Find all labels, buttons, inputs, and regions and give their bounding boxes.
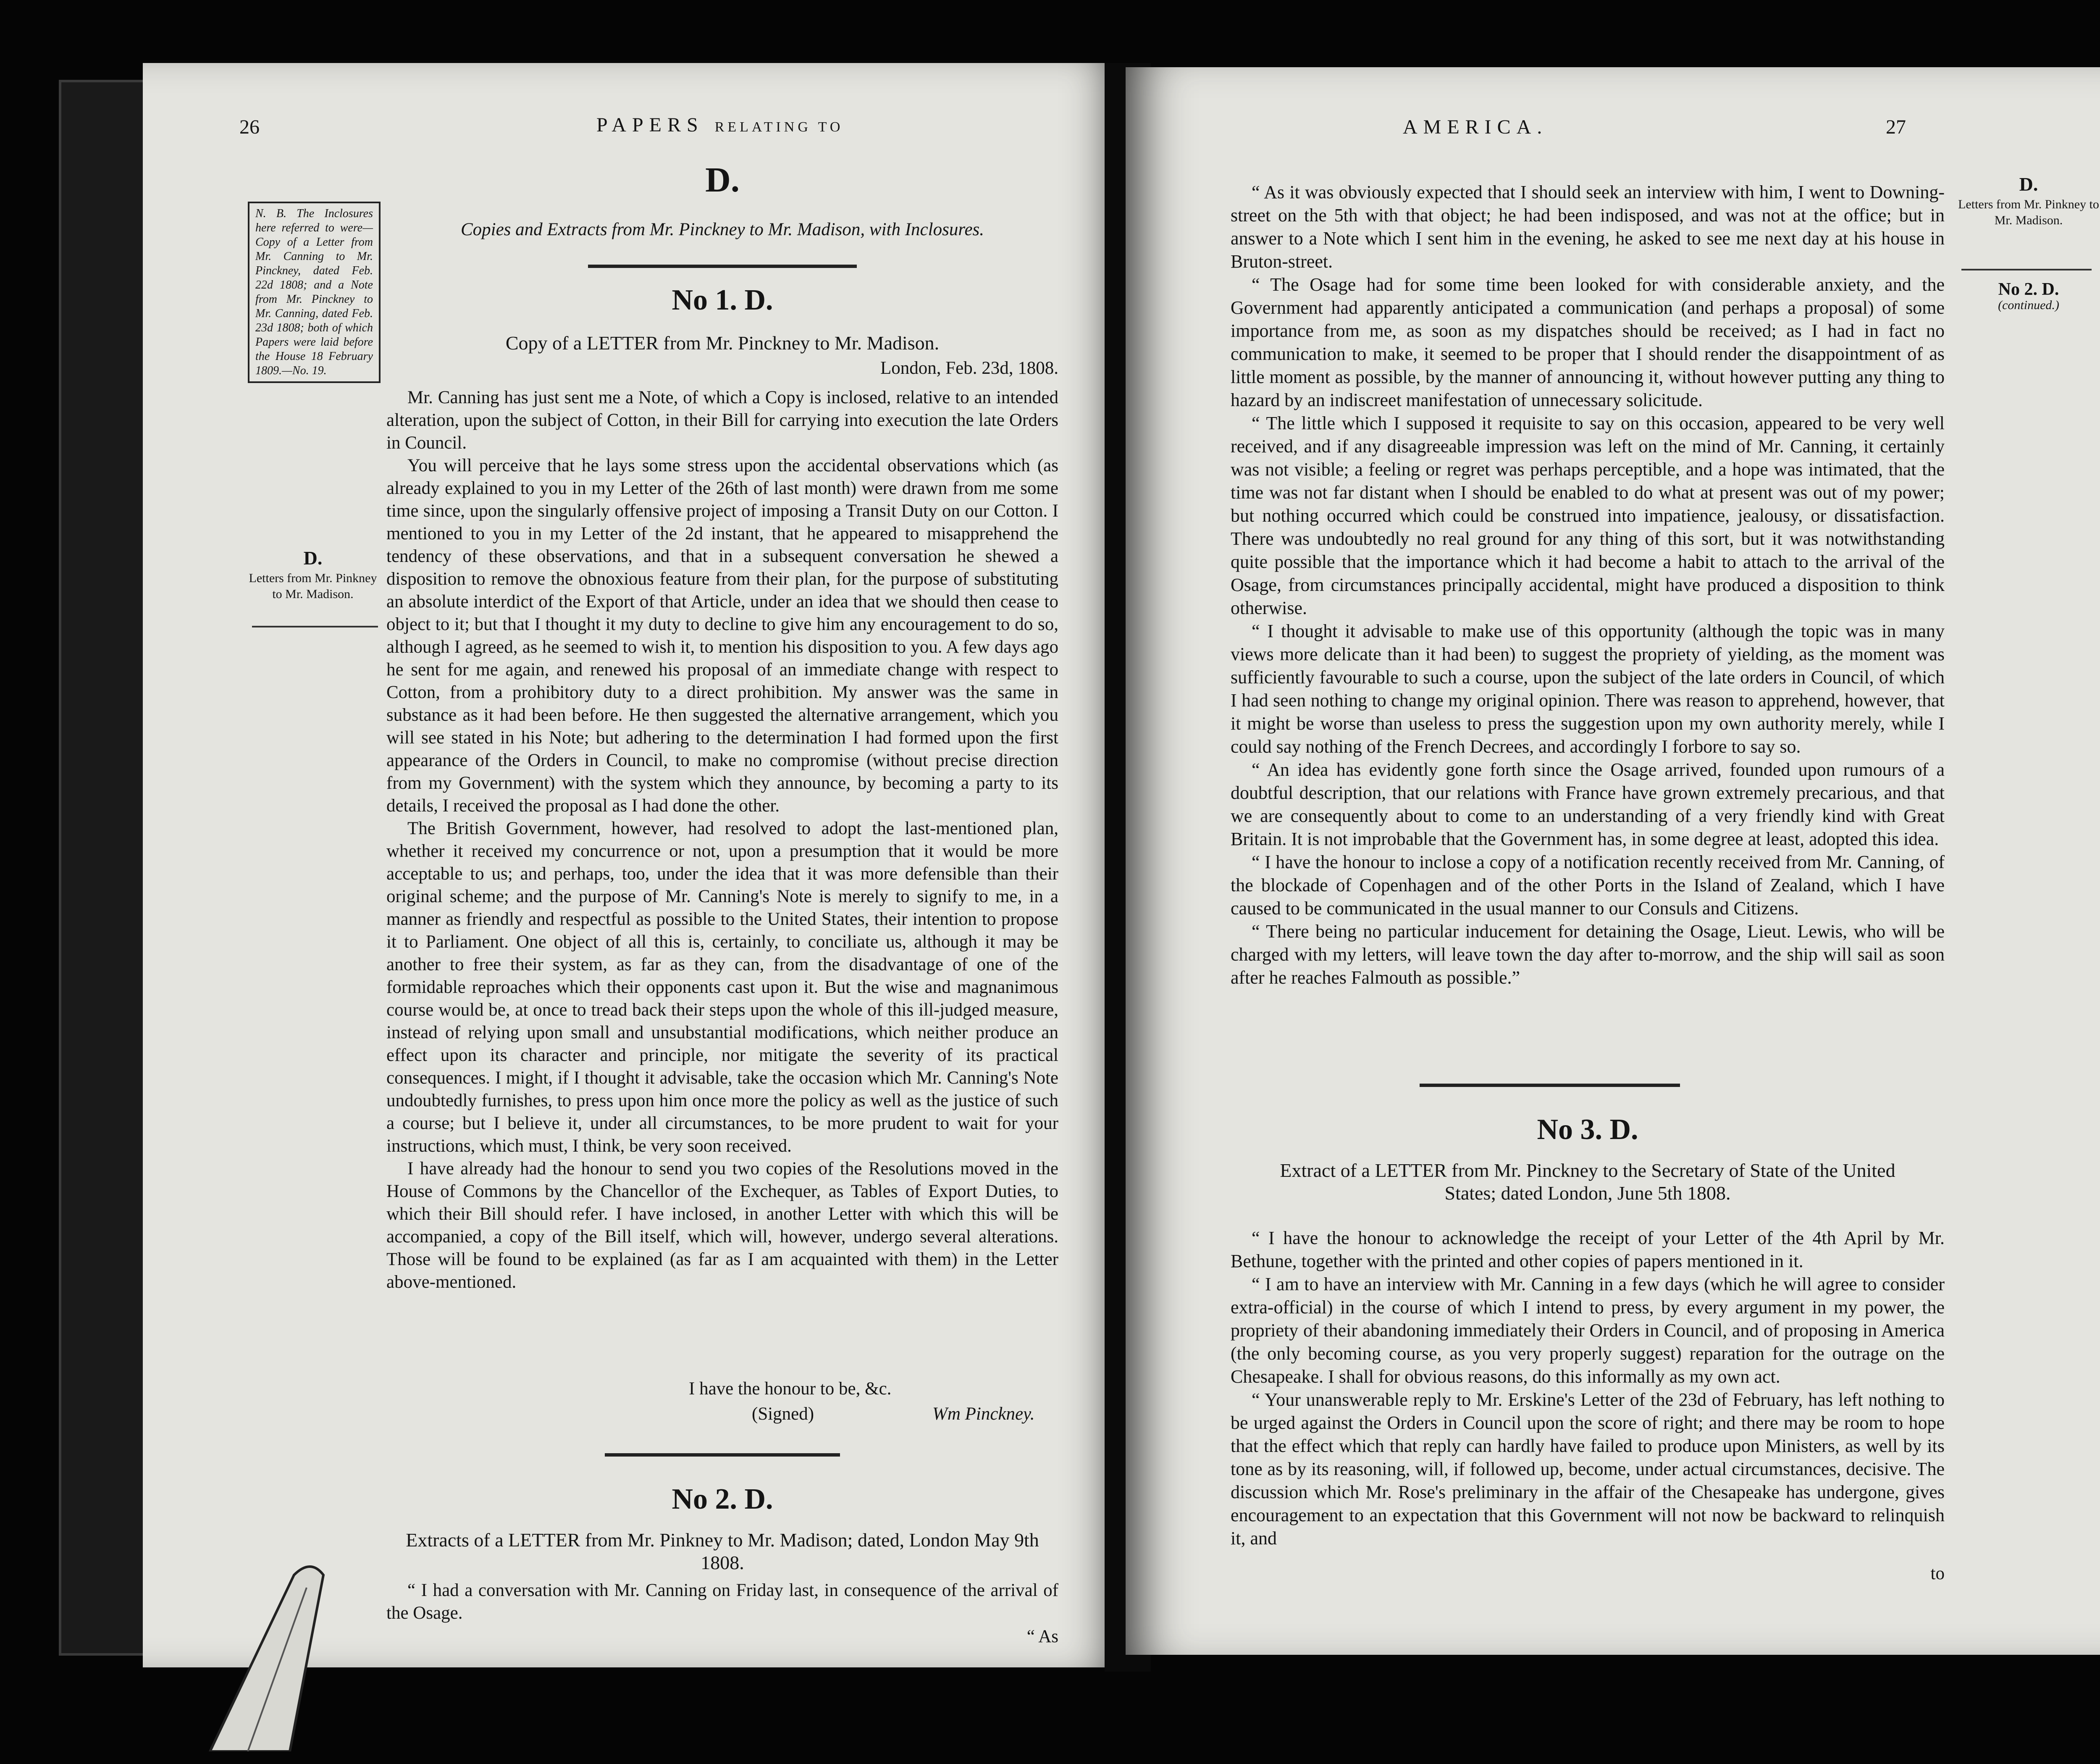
no1-paragraph: Mr. Canning has just sent me a Note, of which a Copy is inclosed, relative to an intended alteration, upon the subject of Cotton, in their Bill for carrying into execution the late Orders in Council. (386, 388, 1058, 453)
no1-dateline: London, Feb. 23d, 1808. (880, 358, 1058, 378)
no3-paragraph: “ I am to have an interview with Mr. Canning in a few days (which he will agree to consider extra-official) in the course of which I intend to press, by every argument in my power, the propriety of their abandoning immediately their Orders in Council, and of proposing in America (the only becoming course, as you very properly suggest) reparation for the outrage on the Chesapeake. I shall for obvious reasons, do this informally as my own act. (1231, 1274, 1945, 1387)
no2-paragraph: “ An idea has evidently gone forth since the Osage arrived, founded upon rumours of a doubtful description, that our relations with France have grown extremely precarious, and that we are consequently about to come to an understanding of a very friendly kind with Great Britain. It is not improbable that the Government has, in some degree at least, adopted this idea. (1231, 759, 1945, 849)
catchword: “ As (1026, 1627, 1058, 1646)
no2-paragraph: “ There being no particular inducement for detaining the Osage, Lieut. Lewis, who will be charged with my letters, will leave town the day after to-morrow, and the ship will sail as soon after he reaches Falmouth as possible.” (1231, 921, 1945, 988)
page-number: 27 (1886, 116, 1906, 138)
margin-note (244, 547, 382, 602)
nb-note: N. B. The Inclosures here referred to were—Copy of a Letter from Mr. Canning to Mr. Pinckney, dated Feb. 22d 1808; and a Note from Mr. Pinckney to Mr. Canning, dated Feb. 23d 1808; both of which Papers were laid before the House 18 February 1809.—No. 19. (248, 202, 381, 383)
margin-note (1957, 173, 2100, 228)
no2-body (386, 1579, 1058, 1625)
no3-paragraph: “ I have the honour to acknowledge the receipt of your Letter of the 4th April by Mr. Bethune, together with the printed and other copies of papers mentioned in it. (1231, 1228, 1945, 1271)
running-head (596, 113, 843, 136)
margin-letter: D. (303, 547, 323, 569)
margin-rule (252, 626, 378, 627)
margin-rule (1961, 269, 2092, 270)
running-head-main: PAPERS (596, 114, 704, 136)
no2-paragraph: “ The Osage had for some time been looked for with considerable anxiety, and the Government had apparently anticipated a communication (and perhaps a proposal) of some importance from me, as soon as my dispatches should be received; as I had in fact no communication to make, it seemed to be proper that I should render the disappointment of as little moment as possible, by the manner of announcing it, without however putting any thing to hazard by an indiscreet manifestation of unnecessary solicitude. (1231, 274, 1945, 410)
margin-continued: (continued.) (1998, 298, 2059, 312)
margin-no (1957, 281, 2100, 313)
no2-continued-body (1231, 181, 1945, 989)
margin-caption: Letters from Mr. Pinkney to Mr. Madison. (249, 571, 377, 601)
no3-title: Extract of a LETTER from Mr. Pinckney to the Secretary of State of the United States; dated London, June 5th 1808. (1280, 1160, 1895, 1204)
no1-title: Copy of a LETTER from Mr. Pinckney to Mr. Madison. (505, 332, 940, 354)
no2-paragraph: “ I had a conversation with Mr. Canning on Friday last, in consequence of the arrival of the Osage. (386, 1580, 1058, 1623)
no1-paragraph: You will perceive that he lays some stress upon the accidental observations which (as already explained to you in my Letter of the 26th of last month) were drawn from me some time since, upon the singularly offensive project of imposing a Transit Duty on our Cotton. I mentioned to you in my Letter of the 2d instant, that he appeared to misapprehend the tendency of these observations, and that in a subsequent conversation he shewed a disposition to remove the obnoxious feature from their plan, for the purpose of substituting an absolute interdict of the Export of that Article, under an idea that we should then cease to object to it; but that I thought it my duty to decline to give him any encouragement to do so, although I agreed, as he seemed to wish it, to mention his disposition to you. A few days ago he sent for me again, and renewed his proposal of an immediate change with respect to Cotton, from a prohibitory duty to a direct prohibition. My answer was the same in substance as it had been before. He then suggested the alternative arrangement, which you will see stated in his Note; but adhering to the determination I had formed upon the first appearance of the Orders in Council, to make no compromise (without precise direction from my Government) with the system which they announce, by becoming a party to its details, I received the proposal as I had done the other. (386, 456, 1058, 816)
no1-closing: I have the honour to be, &c. (689, 1379, 892, 1399)
no2-paragraph: “ I have the honour to inclose a copy of a notification recently received from Mr. Canning, of the blockade of Copenhagen and of the other Ports in the Island of Zealand, which I have caused to be communicated in the usual manner to our Consuls and Citizens. (1231, 852, 1945, 919)
no1-paragraph: The British Government, however, had resolved to adopt the last-mentioned plan, whether it received my concurrence or not, upon a presumption that it would be more acceptable to us; and perhaps, too, under the idea that it was more defensible than their original scheme; and the purpose of Mr. Canning's Note is merely to signify to me, in a manner as friendly and respectful as possible to the United States, their intention to propose it to Parliament. One object of all this is, certainly, to conciliate us, although it may be another to free their system, as far as they can, from the disadvantage of one of the formidable reproaches which their opponents cast upon it. But the wise and magnanimous course would be, at once to tread back their steps upon the whole of this ill-judged measure, instead of relying upon small and unsubstantial modifications, which neither produce an effect upon its character and principle, nor mitigate the severity of its practical consequences. I might, if I thought it advisable, take the occasion which Mr. Canning's Note undoubtedly furnishes, to press upon him once more the policy as well as the justice of such a course; but I believe it, under all circumstances, to be more prudent to wait for your instructions, which must, I think, be very soon received. (386, 819, 1058, 1156)
no1-signature: Wm Pinckney. (932, 1404, 1035, 1424)
running-head: AMERICA. (1403, 116, 1548, 138)
no1-body (386, 386, 1058, 1294)
no2-title: Extracts of a LETTER from Mr. Pinkney to Mr. Madison; dated, London May 9th 1808. (406, 1529, 1039, 1573)
no3-rule (1420, 1084, 1680, 1087)
no2-paragraph: “ As it was obviously expected that I should seek an interview with him, I went to Downing-street on the 5th with that object; he had been indisposed, and was not at the office; but in answer to a Note which I sent him in the evening, he asked to see me next day at his house in Bruton-street. (1231, 182, 1945, 272)
no1-heading: No 1. D. (672, 284, 773, 316)
left-page (143, 63, 1126, 1667)
no3-heading: No 3. D. (1537, 1113, 1638, 1146)
section-subtitle: Copies and Extracts from Mr. Pinckney to Mr. Madison, with Inclosures. (460, 220, 984, 239)
no2-heading: No 2. D. (672, 1483, 773, 1515)
margin-caption: Letters from Mr. Pinkney to Mr. Madison. (1958, 197, 2099, 227)
no3-body (1231, 1226, 1945, 1550)
no2-paragraph: “ The little which I supposed it requisite to say on this occasion, appeared to be very well received, and if any disagreeable impression was left on the mind of Mr. Canning, it certainly was not visible; a feeling or regret was perhaps perceptible, and a hope was intimated, that the time was not far distant when I should be enabled to do what at present was out of my power; but nothing occurred which could be construed into impatience, jealousy, or dissatisfaction. There was undoubtedly no real ground for any thing of this sort, but it was notwithstanding quite possible that the importance which it had become a habit to attach to the arrival of the Osage, from circumstances principally accidental, might have produced a disposition to think otherwise. (1231, 413, 1945, 618)
right-page (1126, 67, 2100, 1655)
no2-rule (605, 1453, 840, 1457)
no1-signed: (Signed) (752, 1404, 814, 1424)
open-book (59, 63, 2099, 1672)
section-letter: D. (705, 160, 740, 200)
catchword: to (1930, 1564, 1945, 1583)
no3-paragraph: “ Your unanswerable reply to Mr. Erskine's Letter of the 23d of February, has left nothing to be urged against the Orders in Council upon the score of right; and there may be room to hope that the effect which that reply can hardly have failed to produce upon Ministers, as well by its tone as by its reasoning, will, if followed up, become, under actual circumstances, decisive. The discussion which Mr. Rose's preliminary in the affair of the Chesapeake has undergone, gives encouragement to an expectation that this Government will not now be backward to relinquish it, and (1231, 1389, 1945, 1549)
no1-paragraph: I have already had the honour to send you two copies of the Resolutions moved in the House of Commons by the Chancellor of the Exchequer, as Tables of Export Duties, to which their Bill should refer. I have inclosed, in another Letter with which this will be accompanied, a copy of the Bill itself, which will, however, undergo several alterations. Those will be found to be explained (as far as I am acquainted with them) in the Letter above-mentioned. (386, 1159, 1058, 1292)
page-number: 26 (239, 116, 260, 138)
page-corner-flap (185, 1558, 361, 1751)
no2-paragraph: “ I thought it advisable to make use of this opportunity (although the topic was in many views more delicate than it had been) to suggest the propriety of yielding, as the moment was sufficiently favourable to such a course, upon the subject of the late orders in Council, of which I had seen nothing to change my original opinion. There was reason to apprehend, however, that it might be worse than useless to press the suggestion upon my own authority merely, while I could say nothing of the French Decrees, and accordingly I forbore to say so. (1231, 621, 1945, 757)
section-rule (588, 265, 857, 268)
book-edge-left (59, 80, 148, 1656)
margin-letter: D. (2019, 173, 2038, 195)
running-head-small: RELATING TO (714, 119, 844, 135)
margin-no-label: No 2. D. (1998, 280, 2059, 299)
